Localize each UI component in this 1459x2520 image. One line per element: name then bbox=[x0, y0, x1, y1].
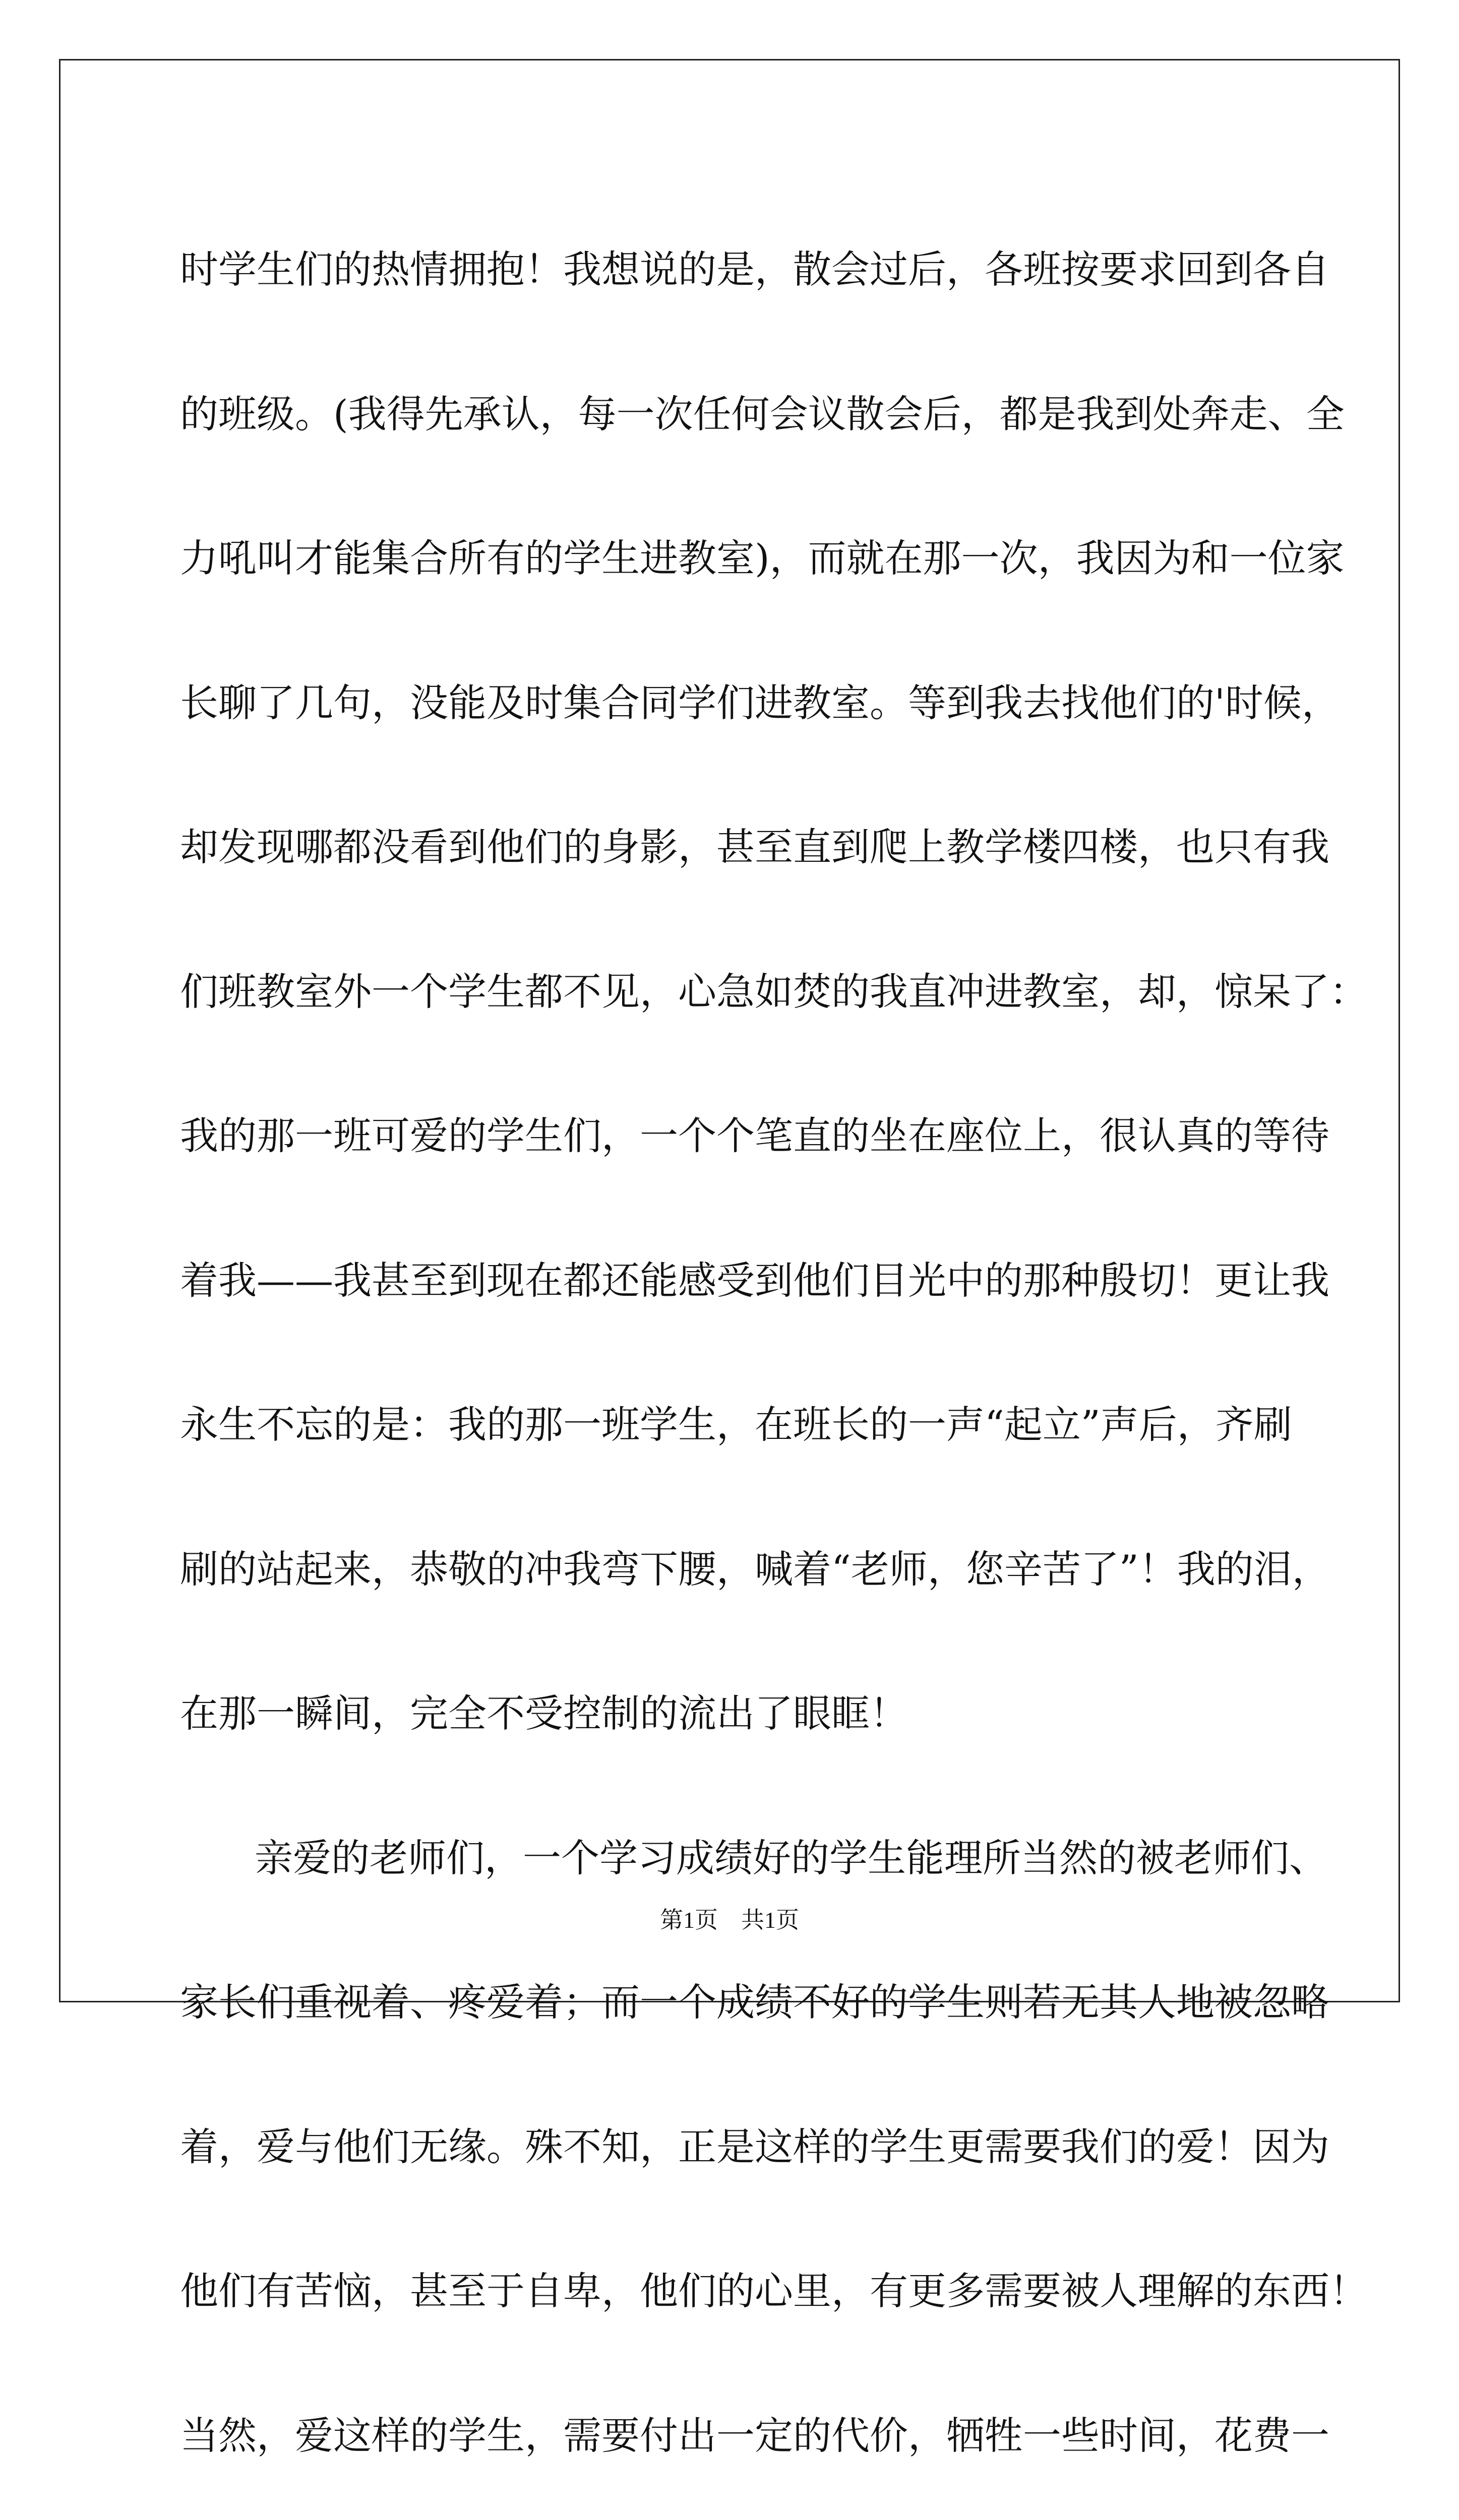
text-line: 时学生们的热情拥抱！我想说的是，散会过后，各班按要求回到各自 bbox=[180, 247, 1329, 292]
text-line: 在那一瞬间，完全不受控制的流出了眼眶！ bbox=[180, 1691, 908, 1736]
text-line: 着我——我甚至到现在都还能感受到他们目光中的那种殷切！更让我 bbox=[180, 1257, 1329, 1303]
paragraph-first-line: 亲爱的老师们，一个学习成绩好的学生能理所当然的被老师们、 bbox=[255, 1835, 1327, 1880]
text-line: 我的那一班可爱的学生们，一个个笔直的坐在座位上，很认真的等待 bbox=[180, 1113, 1329, 1158]
text-line: 的班级。(我得先承认，每一次任何会议散会后，都是我到处奔走、全 bbox=[180, 391, 1345, 436]
document-body bbox=[180, 198, 1368, 2520]
text-line: 家长们重视着、疼爱着；而一个成绩不好的学生则若无其人地被忽略 bbox=[180, 1980, 1329, 2025]
page-number-footer: 第1页 共1页 bbox=[660, 1907, 799, 1933]
text-line: 力吼叫才能集合所有的学生进教室)，而就在那一次，我因为和一位家 bbox=[180, 536, 1345, 581]
text-line: 永生不忘的是：我的那一班学生，在班长的一声“起立”声后，齐刷 bbox=[180, 1402, 1292, 1447]
text-line: 着，爱与他们无缘。殊不知，正是这样的学生更需要我们的爱！因为 bbox=[180, 2124, 1329, 2169]
text-line: 当然，爱这样的学生，需要付出一定的代价，牺牲一些时间，花费一 bbox=[180, 2413, 1329, 2458]
text-line: 刷的站起来，恭敬的冲我弯下腰，喊着“老师，您辛苦了”！我的泪， bbox=[180, 1546, 1330, 1592]
text-line bbox=[180, 2508, 1289, 2520]
text-line: 们班教室外一个学生都不见，心急如焚的我直冲进教室，却，惊呆了： bbox=[180, 969, 1368, 1014]
text-line: 他们有苦恼，甚至于自卑，他们的心里，有更多需要被人理解的东西！ bbox=[180, 2269, 1368, 2313]
text-line: 却发现哪都没看到他们的身影，甚至直到爬上教学楼四楼，也只有我 bbox=[180, 825, 1329, 869]
text-line: 长聊了几句，没能及时集合同学们进教室。等到我去找他们的'时候， bbox=[180, 680, 1340, 725]
